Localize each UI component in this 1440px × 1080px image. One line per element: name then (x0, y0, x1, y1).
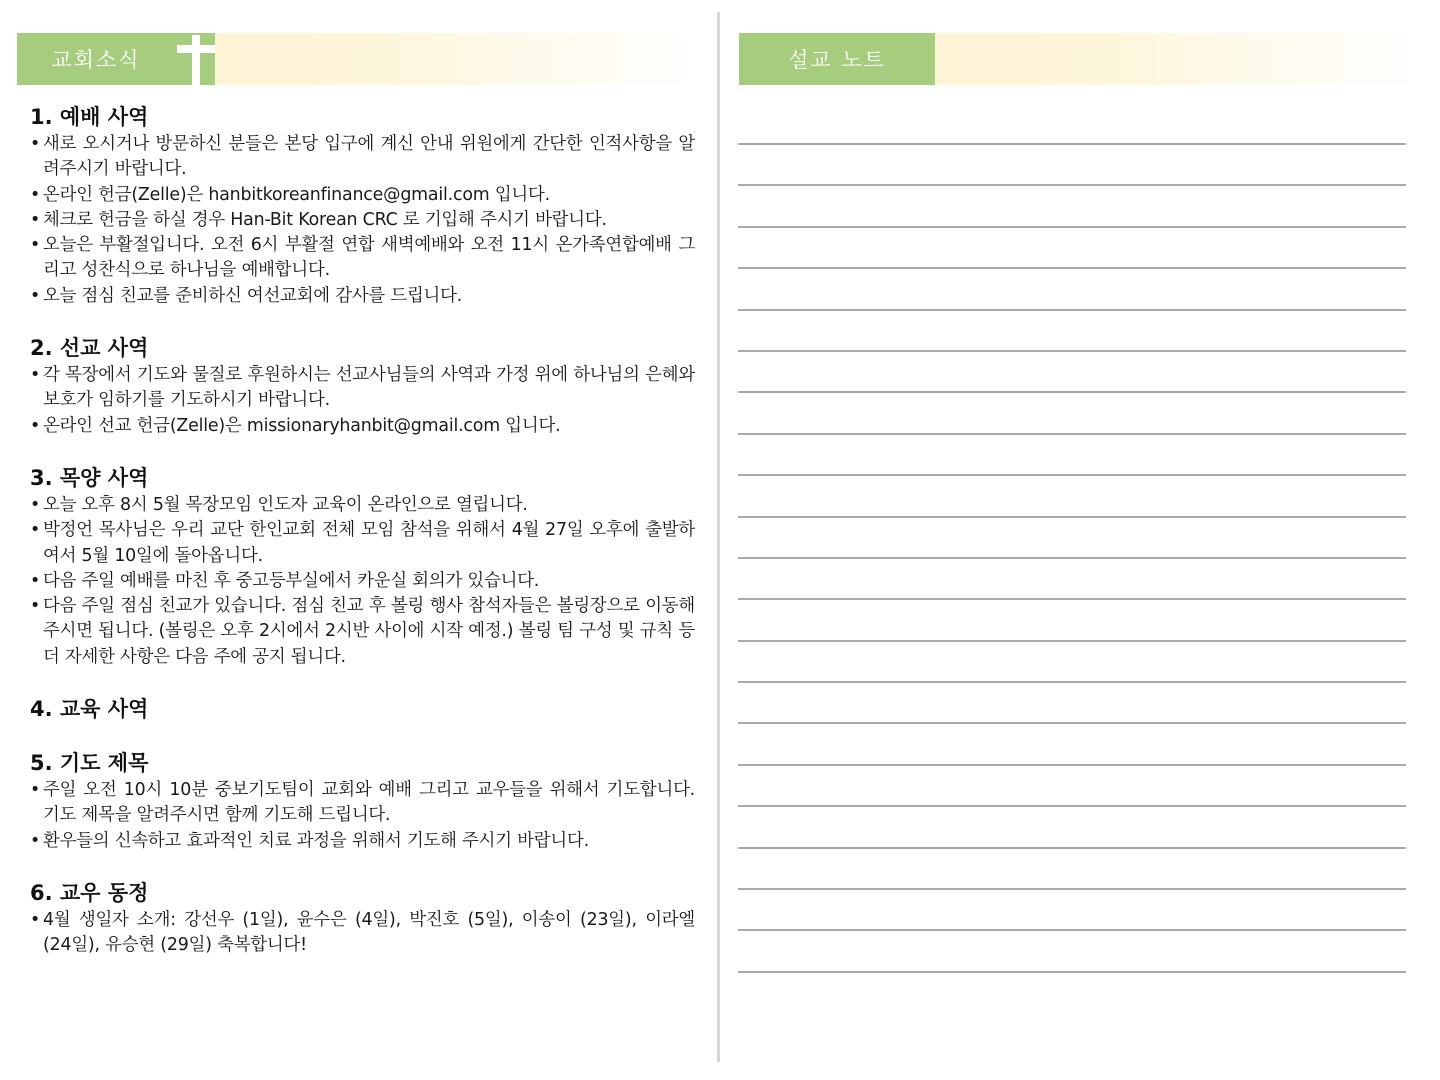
section-title: 2. 선교 사역 (30, 336, 149, 361)
page-divider (717, 12, 720, 1062)
note-line (738, 309, 1406, 311)
note-line (738, 722, 1406, 724)
news-section (30, 102, 695, 309)
news-item: • 오늘 점심 친교를 준비하신 여선교회에 감사를 드립니다. (30, 284, 695, 309)
news-section (30, 463, 695, 670)
news-item: • 새로 오시거나 방문하신 분들은 본당 입구에 계신 안내 위원에게 간단한 인적사항을 알려주시기 바랍니다. (30, 132, 695, 183)
sermon-note-header-title: 설교 노트 (788, 48, 886, 72)
news-item: • 다음 주일 점심 친교가 있습니다. 점심 친교 후 볼링 행사 참석자들은 볼링장으로 이동해주시면 됩니다. (볼링은 오후 2시에서 2시반 사이에 시작 예정.) 볼링 팀 구성 및 규칙 등 더 자세한 사항은 다음 주에 공지 됩니다. (30, 594, 695, 670)
news-item: • 온라인 헌금(Zelle)은 hanbitkoreanfinance@gmail.com 입니다. (30, 183, 695, 208)
news-item: • 다음 주일 예배를 마친 후 중고등부실에서 카운실 회의가 있습니다. (30, 569, 695, 594)
note-line (738, 847, 1406, 849)
sermon-note-header-tab (739, 33, 935, 85)
news-section (30, 333, 695, 439)
section-title: 3. 목양 사역 (30, 465, 149, 490)
news-item: • 4월 생일자 소개: 강선우 (1일), 윤수은 (4일), 박진호 (5일), 이송이 (23일), 이라엘 (24일), 유승현 (29일) 축복합니다! (30, 908, 695, 959)
news-item: • 각 목장에서 기도와 물질로 후원하시는 선교사님들의 사역과 가정 위에 하나님의 은혜와 보호가 임하기를 기도하시기 바랍니다. (30, 363, 695, 414)
note-line (738, 640, 1406, 642)
news-item: • 환우들의 신속하고 효과적인 치료 과정을 위해서 기도해 주시기 바랍니다. (30, 829, 695, 854)
sermon-note-header-band (739, 33, 1423, 85)
note-line (738, 681, 1406, 683)
news-item: • 주일 오전 10시 10분 중보기도팀이 교회와 예배 그리고 교우들을 위해서 기도합니다. 기도 제목을 알려주시면 함께 기도해 드립니다. (30, 778, 695, 829)
note-line (738, 474, 1406, 476)
note-line (738, 598, 1406, 600)
note-line (738, 433, 1406, 435)
cross-icon (176, 33, 216, 85)
note-line (738, 805, 1406, 807)
news-header-title: 교회소식 (51, 48, 141, 72)
note-line (738, 971, 1406, 973)
section-title: 1. 예배 사역 (30, 105, 149, 129)
note-line (738, 267, 1406, 269)
section-title: 6. 교우 동정 (30, 880, 149, 905)
note-line (738, 888, 1406, 890)
news-header-band (17, 33, 697, 85)
news-item: • 오늘 오후 8시 5월 목장모임 인도자 교육이 온라인으로 열립니다. (30, 493, 695, 518)
note-line (738, 764, 1406, 766)
note-line (738, 143, 1406, 145)
church-news-content (30, 102, 695, 983)
note-line (738, 516, 1406, 518)
note-line (738, 184, 1406, 186)
news-item: • 박정언 목사님은 우리 교단 한인교회 전체 모임 참석을 위해서 4월 27일 오후에 출발하여서 5월 10일에 돌아옵니다. (30, 518, 695, 569)
news-item: • 체크로 헌금을 하실 경우 Han-Bit Korean CRC 로 기입해 주시기 바랍니다. (30, 208, 695, 233)
note-line (738, 391, 1406, 393)
note-line (738, 557, 1406, 559)
section-title: 5. 기도 제목 (30, 751, 149, 776)
section-title: 4. 교육 사역 (30, 697, 149, 722)
news-item: • 오늘은 부활절입니다. 오전 6시 부활절 연합 새벽예배와 오전 11시 온가족연합예배 그리고 성찬식으로 하나님을 예배합니다. (30, 233, 695, 284)
news-item: • 온라인 선교 헌금(Zelle)은 missionaryhanbit@gmail.com 입니다. (30, 414, 695, 439)
news-section (30, 694, 695, 724)
note-line (738, 226, 1406, 228)
news-section (30, 748, 695, 854)
note-line (738, 350, 1406, 352)
sermon-note-lines (738, 143, 1406, 1012)
news-section (30, 878, 695, 959)
note-line (738, 929, 1406, 931)
